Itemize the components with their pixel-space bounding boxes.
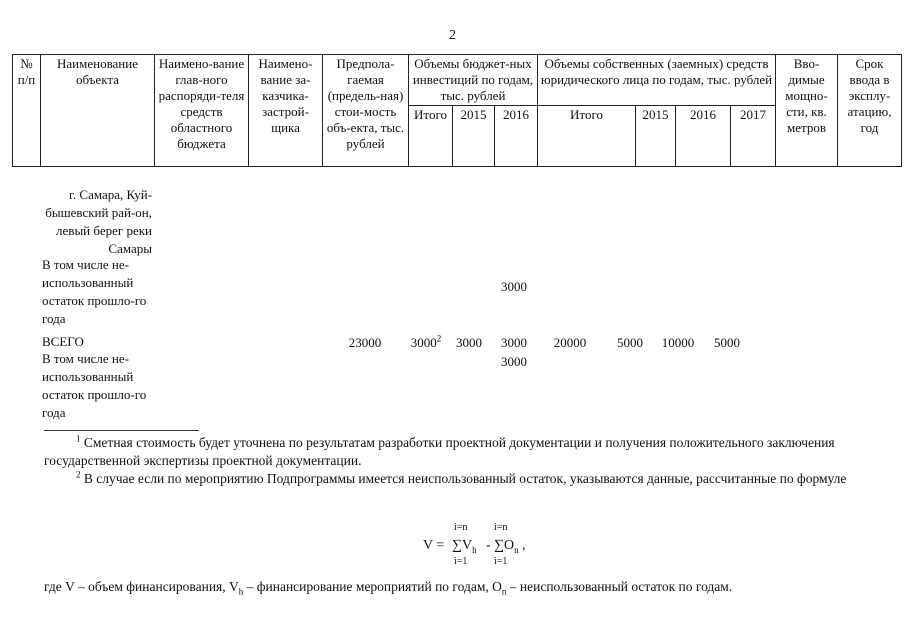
footnote-1-text: Сметная стоимость будет уточнена по результатам разработки проектной документации и получения положительного заключения государственной экспертизы проектной документации. <box>44 435 835 468</box>
footnote-2-text: В случае если по мероприятию Подпрограммы имеется неиспользованный остаток, указываются данные, рассчитанные по формуле <box>83 471 847 486</box>
total-own-itogo: 20000 <box>553 335 587 350</box>
unused-remainder-label: В том числе не-использованный остаток прошло-го года <box>42 257 147 326</box>
formula-v-sub: h <box>472 544 477 555</box>
header-own-total: Итого <box>538 106 636 167</box>
total-own-2017: 5000 <box>714 335 740 350</box>
formula-o <box>504 538 519 555</box>
footnote-2 <box>44 470 874 488</box>
header-own: Объемы собственных (заемных) средств юридического лица по годам, тыс. рублей <box>538 55 776 106</box>
header-budget-2016: 2016 <box>495 106 538 167</box>
page-number: 2 <box>449 28 456 43</box>
header-num: № п/п <box>13 55 41 167</box>
formula-lhs: V = <box>423 538 445 553</box>
header-capacity: Вво-димые мощно-сти, кв. метров <box>776 55 838 167</box>
footnote-1 <box>44 434 874 470</box>
unused-remainder-label-2: В том числе не-использованный остаток прошло-го года <box>42 351 147 420</box>
header-admin: Наимено-вание глав-ного распоряди-теля средств областного бюджета <box>155 55 249 167</box>
formula-comma: , <box>522 538 526 553</box>
header-cost: Предпола-гаемая (предель-ная) стои-мость объ-екта, тыс. рублей <box>323 55 409 167</box>
total-cost: 23000 <box>348 335 382 350</box>
header-customer: Наимено-вание за-казчика-застрой-щика <box>249 55 323 167</box>
formula-sum2-bottom: i=1 <box>494 556 508 567</box>
footnote-separator <box>44 430 199 431</box>
header-term: Срок ввода в эксплу-атацию, год <box>838 55 902 167</box>
formula-v <box>462 538 477 555</box>
footnote-2-mark: 2 <box>76 469 81 480</box>
where-text-3: – неиспользованный остаток по годам. <box>506 579 733 594</box>
header-own-2017: 2017 <box>731 106 776 167</box>
formula-minus: - <box>486 538 491 553</box>
formula-sum1-bottom: i=1 <box>454 556 468 567</box>
formula-o-sub: n <box>514 544 519 555</box>
where-text-2: – финансирование мероприятий по годам, O <box>243 579 502 594</box>
footnote-ref-2: 2 <box>436 333 442 344</box>
where-sub-1: h <box>238 586 244 597</box>
where-text-1: где V – объем финансирования, V <box>44 579 239 594</box>
formula-sum2-top: i=n <box>494 522 508 533</box>
total-label: ВСЕГО <box>42 334 84 349</box>
header-budget-total: Итого <box>409 106 453 167</box>
formula-explanation <box>44 578 874 601</box>
where-sub-2: n <box>501 586 507 597</box>
object-location: г. Самара, Куй-бышевский рай-он, левый берег реки Самары <box>45 187 152 256</box>
unused-2016-value: 3000 <box>501 279 527 294</box>
header-own-2016: 2016 <box>676 106 731 167</box>
formula-sum1-top: i=n <box>454 522 468 533</box>
total-budget-itogo-value: 3000 <box>410 335 437 350</box>
header-object: Наименование объекта <box>41 55 155 167</box>
formula-v-letter: V <box>462 538 473 553</box>
investment-table <box>12 54 902 167</box>
formula-o-letter: O <box>504 538 515 553</box>
header-budget-2015: 2015 <box>453 106 495 167</box>
formula-sum2-sign: ∑ <box>494 538 504 553</box>
total-budget-2015: 3000 <box>456 335 482 350</box>
total-budget-itogo <box>404 335 448 351</box>
formula-sum1-sign: ∑ <box>452 538 462 553</box>
header-own-2015: 2015 <box>636 106 676 167</box>
footnote-1-mark: 1 <box>76 433 81 444</box>
formula <box>0 520 905 570</box>
total-budget-2016: 3000 <box>501 335 527 350</box>
header-budget: Объемы бюджет-ных инвестиций по годам, тыс. рублей <box>409 55 538 106</box>
total-own-2015: 5000 <box>617 335 643 350</box>
unused-2016-value-2: 3000 <box>501 354 527 369</box>
total-own-2016: 10000 <box>661 335 695 350</box>
